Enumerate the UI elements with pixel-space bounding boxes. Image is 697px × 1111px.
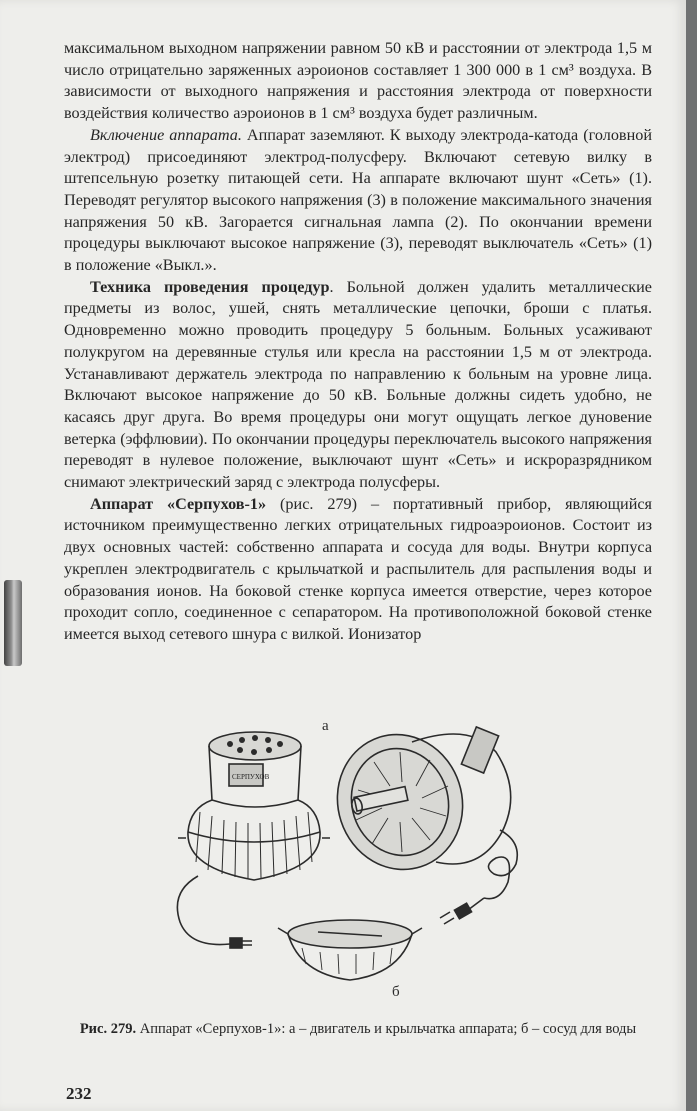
figure-label-b: б [392,984,400,1000]
paragraph-4 [64,494,652,646]
device-nameplate-text: СЕРПУХОВ [232,773,270,781]
paragraph-2-text: Аппарат заземляют. К выходу электрода-катода (головной электрод) присоединяют электрод-полусферу. Включают сетевую вилку в штепсельную розетку питающей сети. На аппарате включают шунт «Сеть» (1). Переводят регулятор высокого напряжения (3) в положение максимального значения напряжения 50 кВ. Загорается сигнальная лампа (2). По окончании времени процедуры выключают высокое напряжение (3), переводят выключатель «Сеть» (1) в положение «Выкл.». [64,125,652,275]
paragraph-4-lead: Аппарат «Серпухов-1» [90,494,267,513]
paragraph-1 [64,38,652,125]
paragraph-2-lead: Включение аппарата. [90,125,242,144]
paragraph-4-text: (рис. 279) – портативный прибор, являющийся источником преимущественно легких отрицательных гидроаэроионов. Состоит из двух основных частей: собственно аппарата и сосуда для воды. Внутри корпуса укреплен электродвигатель с крыльчаткой и распылитель для распыления воды и образования ионов. На боковой стенке корпуса имеется отверстие, через которое проходит сопло, соединенное с сепаратором. На противоположной боковой стенке имеется выход сетевого шнура с вилкой. Ионизатор [64,494,652,643]
motor-impeller-drawing [320,718,517,924]
paragraph-3 [64,277,652,494]
water-vessel-drawing [278,920,422,980]
paragraph-2 [64,125,652,277]
figure-279 [150,712,540,1012]
paragraph-3-lead: Техника проведения процедур [90,277,330,296]
paragraph-3-text: . Больной должен удалить металлические предметы из волос, ушей, снять металлические цепочки, броши с платья. Одновременно можно проводить процедуру 5 больным. Больных усаживают полукругом на деревянные стулья или кресла на расстоянии 1,5 м от электрода. Устанавливают держатель электрода по направлению к больным на уровне лица. Включают высокое напряжение до 50 кВ. Больные должны сидеть удобно, не касаясь друг друга. Во время процедуры они могут ощущать легкое дуновение ветерка (эффлювии). По окончании процедуры переключатель высокого напряжения переводят в нулевое положение, выключают шунт «Сеть» и искроразрядником снимают электрический заряд с электрода полусферы. [64,277,652,492]
page-number: 232 [66,1084,92,1103]
caption-lead: Рис. 279. [79,1021,137,1037]
page-clip [4,580,22,666]
apparatus-illustration [150,712,540,1012]
caption-text: Аппарат «Серпухов-1»: а – двигатель и крыльчатка аппарата; б – сосуд для воды [136,1021,637,1037]
body-text [64,38,652,646]
device-body-drawing [177,732,330,948]
figure-caption [60,1020,656,1039]
paragraph-1-text: максимальном выходном напряжении равном 50 кВ и расстоянии от электрода 1,5 м число отрицательно заряженных аэроионов составляет 1 300 000 в 1 см³ воздуха. В зависимости от выходного напряжения и расстояния электрода от поверхности воздействия количество аэроионов в 1 см³ воздуха будет различным. [64,39,652,123]
figure-label-a: а [322,718,329,734]
